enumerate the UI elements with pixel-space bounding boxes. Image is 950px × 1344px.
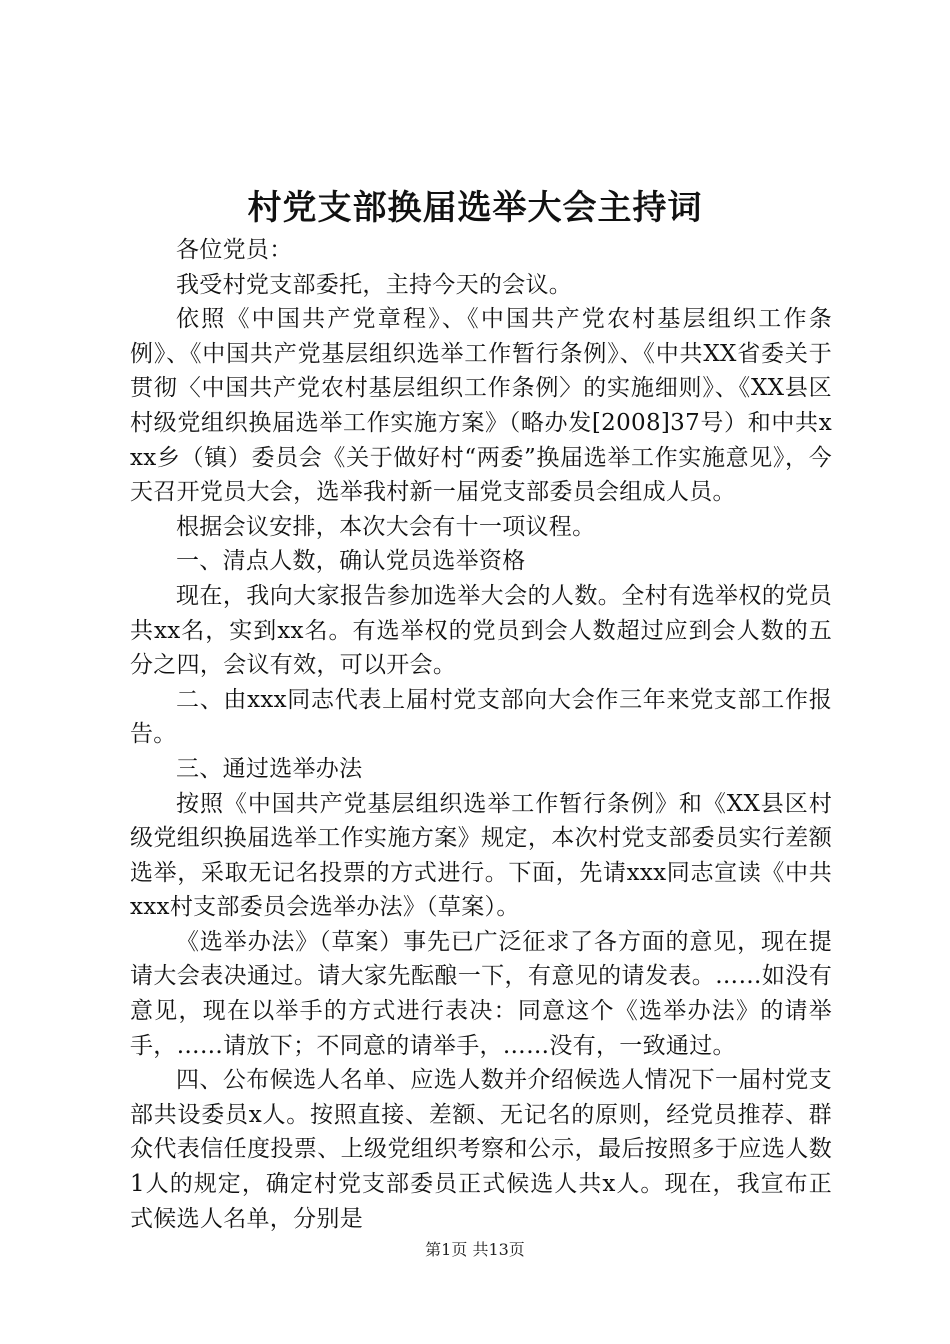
page-footer: 第1页 共13页 — [425, 1240, 525, 1259]
paragraph-headcount: 现在，我向大家报告参加选举大会的人数。全村有选举权的党员共xx名，实到xx名。有选举权的党员到会人数超过应到会人数的五分之四，会议有效，可以开会。 — [130, 582, 832, 679]
section-heading-3: 三、通过选举办法 — [176, 755, 363, 782]
section-heading-2: 二、由xxx同志代表上届村党支部向大会作三年来党支部工作报告。 — [130, 686, 832, 748]
section-heading-1: 一、清点人数，确认党员选举资格 — [176, 548, 526, 575]
section-heading-4: 四、公布候选人名单、应选人数并介绍候选人情况下一届村党支部共设委员x人。按照直接、差额、无记名的原则，经党员推荐、群众代表信任度投票、上级党组织考察和公示，最后按照多于应选人数1人的规定，确定村党支部委员正式候选人共x人。现在，我宣布正式候选人名单，分别是 — [130, 1067, 832, 1232]
document-body — [130, 233, 832, 1236]
paragraph-vote: 《选举办法》（草案）事先已广泛征求了各方面的意见，现在提请大会表决通过。请大家先酝酿一下，有意见的请发表。……如没有意见，现在以举手的方式进行表决：同意这个《选举办法》的请举手，……请放下；不同意的请举手，……没有，一致通过。 — [130, 928, 832, 1059]
paragraph-agenda: 根据会议安排，本次大会有十一项议程。 — [176, 513, 596, 540]
document-title: 村党支部换届选举大会主持词 — [247, 188, 703, 228]
paragraph-basis: 依照《中国共产党章程》、《中国共产党农村基层组织工作条例》、《中国共产党基层组织选举工作暂行条例》、《中共XX省委关于贯彻〈中国共产党农村基层组织工作条例〉的实施细则》、《XX县区村级党组织换届选举工作实施方案》（略办发[2008]37号）和中共xxx乡（镇）委员会《关于做好村“两委”换届选举工作实施意见》，今天召开党员大会，选举我村新一届党支部委员会组成人员。 — [130, 306, 832, 506]
paragraph-intro: 我受村党支部委托，主持今天的会议。 — [176, 271, 573, 298]
paragraph-greeting: 各位党员： — [176, 237, 293, 263]
paragraph-election-rules: 按照《中国共产党基层组织选举工作暂行条例》和《XX县区村级党组织换届选举工作实施方案》规定，本次村党支部委员实行差额选举，采取无记名投票的方式进行。下面，先请xxx同志宣读《中共xxx村支部委员会选举办法》（草案）。 — [130, 790, 832, 921]
